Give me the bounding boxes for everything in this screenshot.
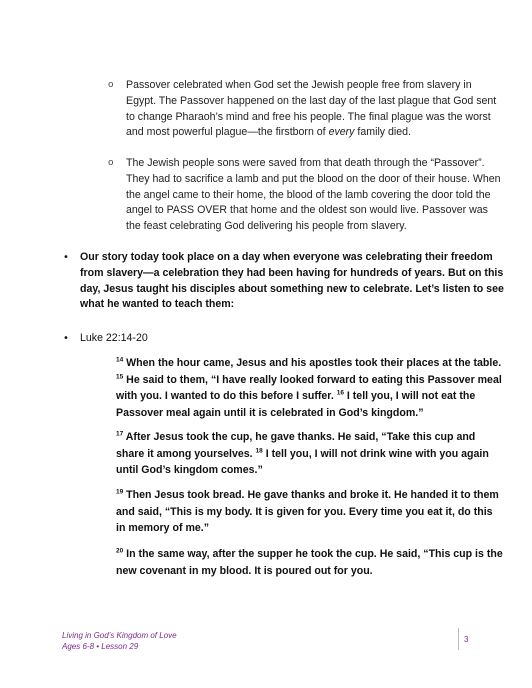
verse-paragraph [116,487,504,537]
sub-bullet-paragraph [126,78,502,141]
sub-bullet-text: Passover celebrated when God set the Jewish people free from slavery in Egypt. The Passover happened on the last day of the last plague that God sent to change Pharaoh’s mind and free his people. The final plague was the worst and most powerful plague—the firstborn of [126,79,497,139]
verse-number: 16 [336,389,344,397]
page-number: 3 [464,635,469,644]
verse-number: 14 [116,356,124,364]
footer-divider [458,628,459,650]
page-footer [62,630,177,652]
verse-paragraph [116,546,504,579]
verse-number: 15 [116,373,124,381]
verse-paragraph [116,355,504,421]
verse-text: I tell you, I will not eat the Passover meal again until it is celebrated in God’s kingdom.” [116,390,476,419]
main-bullet-paragraph: Our story today took place on a day when everyone was celebrating their freedom from slavery—a celebration they had been having for hundreds of years. But on this day, Jesus taught his disciples about something new to celebrate. Let’s listen to see what he wanted to teach them: [80,251,504,311]
verse-number: 19 [116,488,124,496]
main-bullet-marker: • [63,333,69,344]
scripture-reference: Luke 22:14-20 [80,332,148,344]
footer-series-title: Living in God’s Kingdom of Love [62,631,177,640]
verse-number: 17 [116,430,124,438]
verse-text: In the same way, after the supper he took the cup. He said, “This cup is the new covenant in my blood. It is poured out for you. [116,548,503,577]
sub-bullet-marker: o [108,80,114,90]
footer-lesson-info: Ages 6-8 • Lesson 29 [62,642,139,651]
sub-bullet-paragraph: The Jewish people sons were saved from that death through the “Passover”. They had to sacrifice a lamb and put the blood on the door of their house. When the angel came to their home, the blood of the lamb covering the door told the angel to PASS OVER that home and the oldest son would live. Passover was the feast celebrating God delivering his people from slavery. [126,157,501,233]
verse-paragraph [116,429,504,479]
sub-bullet-marker: o [108,158,114,168]
verse-text: He said to them, “I have really looked forward to eating this Passover meal with you. I wanted to do this before I suffer. [116,373,502,403]
emphasis-text: every [328,126,355,139]
verse-text: After Jesus took the cup, he gave thanks. He said, “Take this cup and share it among yourselves. [116,431,476,460]
verse-number: 18 [255,447,263,455]
main-bullet-marker: • [63,252,69,263]
sub-bullet-text: family died. [354,126,412,139]
verse-text: When the hour came, Jesus and his apostles took their places at the table. [123,357,502,369]
verse-text: Then Jesus took bread. He gave thanks and broke it. He handed it to them and said, “This is my body. It is given for you. Every time you eat it, do this in memory of me.” [116,489,499,535]
verse-number: 20 [116,547,124,555]
verse-text: I tell you, I will not drink wine with you again until God’s kingdom comes.” [116,447,489,477]
